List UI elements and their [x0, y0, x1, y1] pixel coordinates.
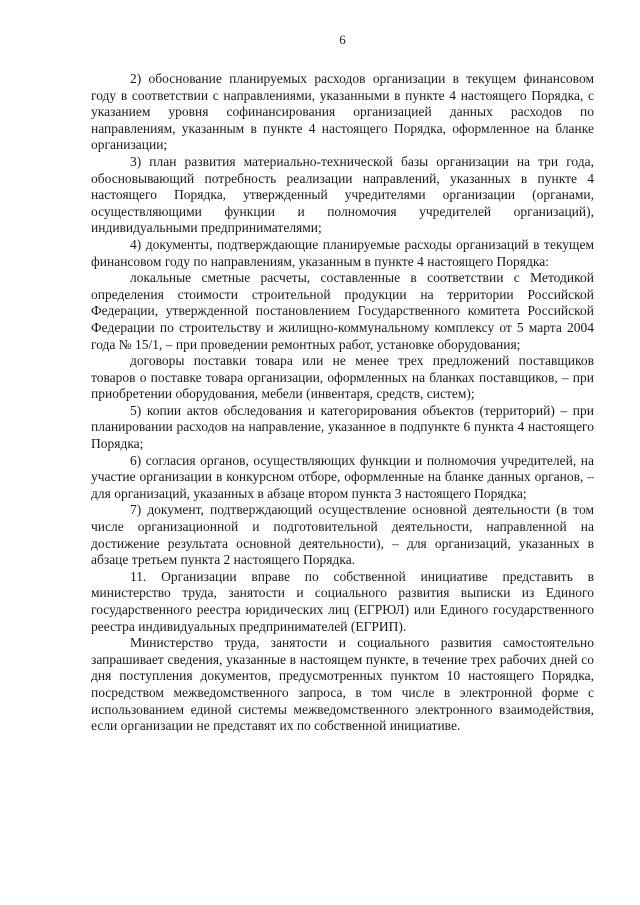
paragraph-subitem-2: 2) обоснование планируемых расходов организации в текущем финансовом году в соответствии с направлениями, указанными в пункте 4 настоящего Порядка, с указанием уровня софинансирования организацией данных расходов по направлениям, указанным в пункте 4 настоящего Порядка, оформленное на бланке организации;	[91, 71, 594, 153]
paragraph-subitem-3: 3) план развития материально-технической базы организации на три года, обосновывающий потребность реализации направлений, указанных в пункте 4 настоящего Порядка, утвержденный учредителями организации (органами, осуществляющими функции и полномочия учредителей организаций), индивидуальными предпринимателями;	[91, 153, 594, 236]
paragraph-subitem-6: 6) согласия органов, осуществляющих функции и полномочия учредителей, на участие организации в конкурсном отборе, оформленные на бланке данных органов, – для организаций, указанных в абзаце втором пункта 3 настоящего Порядка;	[91, 452, 594, 501]
paragraph-subitem-5: 5) копии актов обследования и категорирования объектов (территорий) – при планировании расходов на направление, указанное в подпункте 6 пункта 4 настоящего Порядка;	[91, 402, 594, 452]
page-number: 6	[339, 32, 346, 47]
paragraph-clause-11: 11. Организации вправе по собственной инициативе представить в министерство труда, занятости и социального развития выписки из Единого государственного реестра юридических лиц (ЕГРЮЛ) или Единого государственного реестра индивидуальных предпринимателей (ЕГРИП).	[91, 568, 594, 634]
paragraph-subitem-4: 4) документы, подтверждающие планируемые расходы организаций в текущем финансовом году по направлениям, указанным в пункте 4 настоящего Порядка:	[91, 236, 594, 269]
paragraph-supply-contracts: договоры поставки товара или не менее трех предложений поставщиков товаров о поставке товара организации, оформленных на бланках поставщиков, – при приобретении оборудования, мебели (инвентаря, средств, систем);	[91, 353, 594, 402]
paragraph-ministry-requests: Министерство труда, занятости и социального развития самостоятельно запрашивает сведения, указанные в настоящем пункте, в течение трех рабочих дней со дня поступления документов, предусмотренных пунктом 10 настоящего Порядка, посредством межведомственного запроса, в том числе в электронной форме с использованием единой системы межведомственного электронного взаимодействия, если организации не представят их по собственной инициативе.	[91, 635, 594, 734]
paragraph-subitem-7: 7) документ, подтверждающий осуществление основной деятельности (в том числе организационной и подготовительной деятельности, направленной на достижение результата основной деятельности), – для организаций, указанных в абзаце третьем пункта 2 настоящего Порядка.	[91, 502, 594, 568]
paragraph-estimates: локальные сметные расчеты, составленные в соответствии с Методикой определения стоимости строительной продукции на территории Российской Федерации, утвержденной постановлением Государственного комитета Российской Федерации по строительству и жилищно-коммунальному комплексу от 5 марта 2004 года № 15/1, – при проведении ремонтных работ, установке оборудования;	[91, 270, 594, 352]
document-body	[91, 71, 594, 735]
